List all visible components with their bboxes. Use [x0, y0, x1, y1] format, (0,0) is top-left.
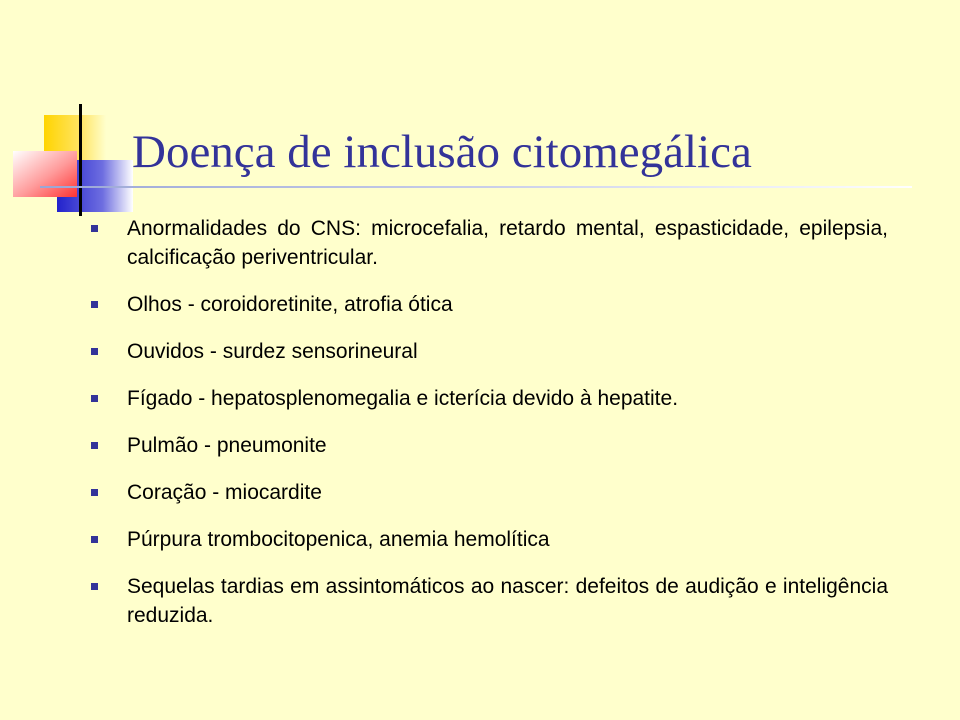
bullet-item [89, 214, 888, 272]
bullet-text: Pulmão - pneumonite [127, 434, 327, 457]
bullet-text: Sequelas tardias em assintomáticos ao nascer: defeitos de audição e inteligência reduzida. [127, 575, 888, 627]
bullet-text: Fígado - hepatosplenomegalia e icterícia devido à hepatite. [127, 387, 679, 410]
bullet-item [89, 290, 888, 319]
bullet-item [89, 478, 888, 507]
bullet-text: Anormalidades do CNS: microcefalia, retardo mental, espasticidade, epilepsia, calcificação periventricular. [127, 217, 888, 269]
bullet-item [89, 384, 888, 413]
title-underline [40, 186, 912, 188]
slide-title: Doença de inclusão citomegálica [132, 126, 752, 178]
bullet-square-icon [91, 348, 98, 355]
bullet-text: Púrpura trombocitopenica, anemia hemolítica [127, 528, 550, 551]
vertical-line [79, 104, 82, 216]
bullet-square-icon [91, 442, 98, 449]
bullet-text: Olhos - coroidoretinite, atrofia ótica [127, 293, 453, 316]
bullet-item [89, 431, 888, 460]
bullet-square-icon [91, 583, 98, 590]
bullet-item [89, 337, 888, 366]
bullet-list [89, 214, 888, 648]
bullet-square-icon [91, 489, 98, 496]
bullet-square-icon [91, 536, 98, 543]
decorative-squares-graphic [0, 0, 140, 230]
bullet-item [89, 572, 888, 630]
bullet-square-icon [91, 225, 98, 232]
bullet-item [89, 525, 888, 554]
bullet-text: Ouvidos - surdez sensorineural [127, 340, 418, 363]
red-square [13, 151, 77, 197]
bullet-square-icon [91, 301, 98, 308]
bullet-square-icon [91, 395, 98, 402]
bullet-text: Coração - miocardite [127, 481, 322, 504]
